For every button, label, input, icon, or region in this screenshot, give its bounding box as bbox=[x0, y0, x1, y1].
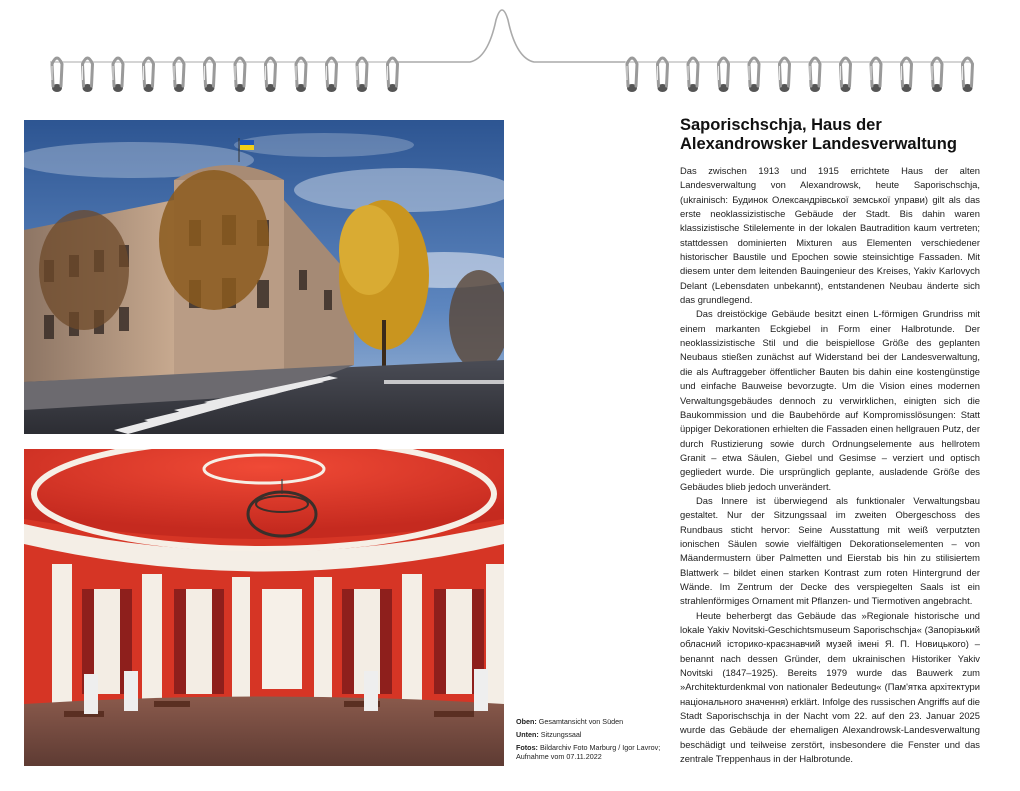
caption-top: Oben: Gesamtansicht von Süden bbox=[516, 717, 624, 726]
photo-credit: Fotos: Bildarchiv Foto Marburg / Igor Lavrov; Aufnahme vom 07.11.2022 bbox=[516, 743, 661, 761]
photo-captions bbox=[516, 717, 674, 765]
building-exterior-photo bbox=[24, 120, 504, 434]
binding-rings bbox=[52, 58, 973, 92]
binding-ring bbox=[658, 58, 668, 92]
article bbox=[680, 116, 980, 766]
binding-ring bbox=[357, 58, 367, 92]
article-paragraph: Das dreistöckige Gebäude besitzt einen L-förmigen Grundriss mit einem markanten Eckgiebel in Form einer Halbrotunde. Der neoklassizistische Stil und die beispiellose Größe des geplanten Neubaus stießen zunächst auf Widerstand bei der Landesverwaltung, die als Auftraggeber öffentlicher Bauten bis dahin eine kostengünstige und einfache Bauweise bevorzugte. Um die Vision eines modernen Verwaltungsgebäudes dennoch zu verwirklichen, einigten sich die Baukommission und die Baubehörde auf Kompromisslösungen: Statt üppiger Dekorationen erhielten die Fassaden einen hellgrauen Putz, der durch Rustizierung sowie durch Ordnungselemente aus hellrotem Granit – etwa Säulen, Giebel und Gesimse – verziert und optisch gegliedert wurde. Die ursprünglich geplante, ausladende Größe des Gebäudes blieb jedoch unverändert. bbox=[680, 308, 980, 492]
binding-ring bbox=[932, 58, 942, 92]
binding-ring bbox=[235, 58, 245, 92]
binding-ring bbox=[871, 58, 881, 92]
article-paragraph: Heute beherbergt das Gebäude das »Regionale historische und lokale Yakiv Novitski-Geschichtsmuseum Saporischschja« (Запорізький обласний історико-краєзнавчий музей імені Я. П. Новицького) – benannt nach dessen Gründer, dem ukrainischen Historiker Yakiv Novitski (1847–1925). Bereits 1979 wurde das Bauwerk zum »Architekturdenkmal von nationaler Bedeutung« (Пам'ятка архітектури національного значення) erklärt. Infolge des russischen Angriffs auf die Stadt Saporischschja in der Nacht vom 22. auf den 23. Januar 2025 wurde das Gebäude der ehemaligen Alexandrowsk-Landesverwaltung beschädigt und teilweise zerstört, insbesondere die Fenster und das zentrale Treppenhaus in der Halbrotunde. bbox=[680, 609, 980, 765]
binding-ring bbox=[205, 58, 215, 92]
hanger-wire bbox=[395, 10, 625, 62]
binding-ring bbox=[780, 58, 790, 92]
binding-ring bbox=[296, 58, 306, 92]
binding-ring bbox=[113, 58, 123, 92]
binding-ring bbox=[327, 58, 337, 92]
binding-ring bbox=[266, 58, 276, 92]
binding-ring bbox=[810, 58, 820, 92]
binding-ring bbox=[174, 58, 184, 92]
binding-ring bbox=[688, 58, 698, 92]
binding-ring bbox=[52, 58, 62, 92]
binding-ring bbox=[83, 58, 93, 92]
article-paragraph: Das Innere ist überwiegend als funktionaler Verwaltungsbau gestaltet. Nur der Sitzungssaal im zweiten Obergeschoss des Rundbaus sticht hervor: Seine Ausstattung mit weiß verputzten ionischen Säulen sowie vielfältigen Dekorationselementen – von Mäandermustern über Palmetten und Eierstab bis hin zu stilisiertem Blattwerk – bildet einen starken Kontrast zum roten Hintergrund der Wände. Im Zentrum der Decke des verspiegelten Saals ist ein strahlenförmiges Ornament mit Pflanzen- und Tiermotiven angebracht. bbox=[680, 494, 980, 607]
binding-ring bbox=[749, 58, 759, 92]
binding-ring bbox=[841, 58, 851, 92]
article-paragraph: Das zwischen 1913 und 1915 errichtete Haus der alten Landesverwaltung von Alexandrowsk, heute Saporischschja, (ukrainisch: Будинок Олександрівської земської управи) gilt als das erste neoklassizistische Gebäude der Stadt. Bis dahin waren klassizistische Stilelemente in der lokalen Bautradition kaum vertreten; stattdessen dominierten Mixturen aus Elementen verschiedener historischer Baustile und Epochen sowie steinsichtige Fassaden. Mit diesem unter dem leitenden Bauingenieur des Kreises, Yakiv Karlovych Delant (Lebensdaten unbekannt), entstandenen Neubau änderte sich das grundlegend. bbox=[680, 165, 980, 306]
binding-ring bbox=[902, 58, 912, 92]
binding-ring bbox=[627, 58, 637, 92]
caption-bottom: Unten: Sitzungssaal bbox=[516, 730, 582, 739]
binding-ring bbox=[719, 58, 729, 92]
article-title: Saporischschja, Haus der Alexandrowsker Landesverwaltung bbox=[680, 116, 957, 153]
binding-ring bbox=[144, 58, 154, 92]
spiral-binding bbox=[0, 0, 1020, 110]
session-hall-photo bbox=[24, 449, 504, 766]
binding-ring bbox=[388, 58, 398, 92]
binding-ring bbox=[963, 58, 973, 92]
